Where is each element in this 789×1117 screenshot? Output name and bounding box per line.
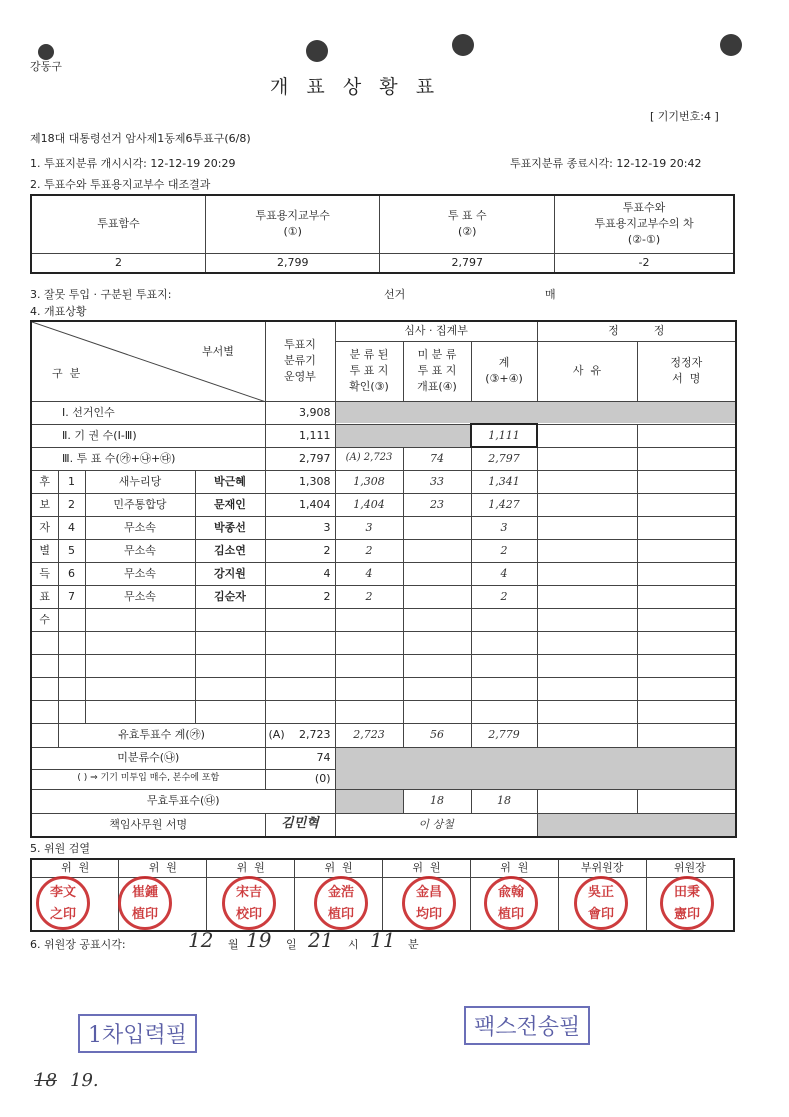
struck-page-number: 18: [34, 1070, 57, 1091]
sign-cell: [637, 516, 736, 539]
diagonal-line: [32, 322, 265, 401]
candidate-name: 김순자: [195, 585, 265, 608]
candidate-name: 강지원: [195, 562, 265, 585]
seal-stamp: 宋吉 校印: [222, 876, 276, 930]
section3-election: 선거: [384, 288, 406, 301]
reason-cell: [537, 447, 637, 470]
sign-cell: [637, 723, 736, 747]
sign-cell: [637, 447, 736, 470]
buseo-label: 부서별: [202, 345, 234, 358]
punch-hole: [720, 34, 742, 56]
candidate-machine-count: 2: [265, 539, 335, 562]
not-inserted-note: ( ) ⇒ 기기 미투입 매수, 본수에 포함: [31, 769, 265, 789]
candidate-name: 문재인: [195, 493, 265, 516]
district-label: 강동구: [30, 60, 62, 73]
side-label-char: 보: [31, 493, 58, 516]
reason-cell: [537, 539, 637, 562]
valid-votes-label: 유효투표수 계(㉮): [58, 723, 265, 747]
empty-cell: [537, 608, 637, 631]
abstain-value: 1,111: [265, 424, 335, 447]
empty-cell: [31, 677, 58, 700]
unclassified-label: 미분류수(㉯): [31, 747, 265, 769]
section5-label: 5. 위원 검열: [30, 842, 90, 855]
header-issued: 투표용지교부수 (①): [205, 195, 380, 253]
reason-cell: [537, 789, 637, 813]
candidate-name: 박근혜: [195, 470, 265, 493]
candidate-hw-sum: 1,341: [471, 470, 537, 493]
officer-signature: 김민혁: [265, 813, 335, 837]
gubun-label: 구 분: [52, 367, 81, 380]
invalid-hw-unclassified: 18: [403, 789, 471, 813]
fax-sent-stamp: 팩스전송필: [464, 1006, 590, 1045]
sign-cell: [637, 562, 736, 585]
empty-cell: [31, 654, 58, 677]
shaded-cell: [335, 747, 736, 789]
shaded-cell: [335, 789, 403, 813]
empty-cell: [58, 608, 85, 631]
candidate-hw-sum: 3: [471, 516, 537, 539]
hour-unit: 시: [348, 938, 359, 951]
not-inserted-value: (0): [265, 769, 335, 789]
votes-hw-sum: 2,797: [471, 447, 537, 470]
announce-minute: 11: [370, 928, 396, 952]
valid-hw-sum: 2,779: [471, 723, 537, 747]
machine-ops-header: 투표지 분류기 운영부: [265, 321, 335, 401]
reason-cell: [537, 516, 637, 539]
candidate-party: 무소속: [85, 539, 195, 562]
empty-cell: [31, 700, 58, 723]
candidate-hw-classified: 1,308: [335, 470, 403, 493]
side-label-char: 수: [31, 608, 58, 631]
unclassified-value: 74: [265, 747, 335, 769]
votes-label: Ⅲ. 투 표 수(㉮+㉯+㉰): [31, 447, 265, 470]
candidate-machine-count: 1,404: [265, 493, 335, 516]
seal-stamp: 金昌 均印: [402, 876, 456, 930]
candidate-machine-count: 3: [265, 516, 335, 539]
count-status-table: [30, 320, 737, 838]
valid-hw-classified: 2,723: [335, 723, 403, 747]
section4-label: 4. 개표상황: [30, 305, 87, 318]
invalid-hw-sum: 18: [471, 789, 537, 813]
candidate-hw-sum: 2: [471, 539, 537, 562]
sign-cell: [637, 493, 736, 516]
minute-unit: 분: [408, 938, 419, 951]
role-label: 위 원: [295, 859, 383, 877]
candidate-hw-classified: 2: [335, 539, 403, 562]
punch-hole: [306, 40, 328, 62]
reason-cell: [537, 723, 637, 747]
header-box-count: 투표함수: [31, 195, 205, 253]
reason-cell: [537, 470, 637, 493]
candidate-hw-unclassified: 33: [403, 470, 471, 493]
issued-value: 2,799: [205, 253, 380, 273]
announce-month: 12: [188, 928, 214, 952]
candidate-party: 새누리당: [85, 470, 195, 493]
side-label-char: 후: [31, 470, 58, 493]
seal-stamp: 李文 之印: [36, 876, 90, 930]
candidate-machine-count: 4: [265, 562, 335, 585]
first-input-stamp: 1차입력필: [78, 1014, 197, 1053]
candidate-name: 김소연: [195, 539, 265, 562]
shaded-cell: [537, 813, 736, 837]
candidate-no: 2: [58, 493, 85, 516]
candidate-hw-sum: 2: [471, 585, 537, 608]
candidate-hw-unclassified: [403, 562, 471, 585]
reason-cell: [537, 585, 637, 608]
candidate-party: 무소속: [85, 585, 195, 608]
empty-cell: [195, 608, 265, 631]
machine-number: [ 기기번호:4 ]: [650, 110, 719, 123]
empty-cell: [31, 631, 58, 654]
empty-cell: [637, 608, 736, 631]
candidate-hw-unclassified: 23: [403, 493, 471, 516]
votes-hw-classified: (A) 2,723: [335, 447, 403, 470]
candidate-machine-count: 1,308: [265, 470, 335, 493]
section2-label: 2. 투표수와 투표용지교부수 대조결과: [30, 178, 211, 191]
box-count-value: 2: [31, 253, 205, 273]
empty-cell: [31, 723, 58, 747]
candidate-no: 1: [58, 470, 85, 493]
sign-cell: [637, 424, 736, 447]
seal-stamp: 兪翰 植印: [484, 876, 538, 930]
page-number: 19.: [70, 1070, 99, 1091]
correction-header: 정 정: [537, 321, 736, 341]
role-label: 위 원: [383, 859, 471, 877]
empty-cell: [471, 608, 537, 631]
announce-day: 19: [246, 928, 272, 952]
candidate-name: 박종선: [195, 516, 265, 539]
header-votes: 투 표 수 (②): [380, 195, 555, 253]
valid-hw-unclassified: 56: [403, 723, 471, 747]
shaded-cell: [335, 401, 736, 424]
side-label-char: 자: [31, 516, 58, 539]
candidate-hw-classified: 4: [335, 562, 403, 585]
candidate-no: 5: [58, 539, 85, 562]
sign-cell: [637, 539, 736, 562]
abstain-hw-sum: 1,111: [471, 424, 537, 447]
classified-header: 분 류 된 투 표 지 확인(③): [335, 341, 403, 401]
role-label: 위 원: [119, 859, 207, 877]
candidate-hw-sum: 4: [471, 562, 537, 585]
difference-value: -2: [555, 253, 734, 273]
candidate-hw-unclassified: [403, 539, 471, 562]
empty-cell: [85, 608, 195, 631]
role-label: 위원장: [646, 859, 734, 877]
sort-start-time: 1. 투표지분류 개시시각: 12-12-19 20:29: [30, 157, 236, 170]
candidate-hw-unclassified: [403, 585, 471, 608]
candidate-no: 7: [58, 585, 85, 608]
page-title: 개 표 상 황 표: [270, 76, 437, 98]
seal-stamp: 崔鍾 植印: [118, 876, 172, 930]
seal-stamp: 金浩 植印: [314, 876, 368, 930]
empty-cell: [335, 608, 403, 631]
unclassified-header: 미 분 류 투 표 지 개표(④): [403, 341, 471, 401]
votes-hw-unclassified: 74: [403, 447, 471, 470]
corrector-sign-header: 정정자 서 명: [637, 341, 736, 401]
section3-label: 3. 잘못 투입 · 구분된 투표지:: [30, 288, 172, 301]
role-label: 위 원: [31, 859, 119, 877]
role-label: 부위원장: [558, 859, 646, 877]
month-unit: 월: [228, 938, 239, 951]
announce-hour: 21: [308, 928, 334, 952]
seal-stamp: 田秉 憲印: [660, 876, 714, 930]
election-info: 제18대 대통령선거 암사제1동제6투표구(6/8): [30, 132, 251, 145]
reason-cell: [537, 562, 637, 585]
votes-value: 2,797: [380, 253, 555, 273]
reason-header: 사 유: [537, 341, 637, 401]
candidate-hw-classified: 3: [335, 516, 403, 539]
sum-header: 계 (③+④): [471, 341, 537, 401]
candidate-hw-classified: 1,404: [335, 493, 403, 516]
punch-hole: [452, 34, 474, 56]
abstain-label: Ⅱ. 기 권 수(Ⅰ-Ⅲ): [31, 424, 265, 447]
empty-cell: [403, 608, 471, 631]
candidate-party: 민주통합당: [85, 493, 195, 516]
candidate-no: 6: [58, 562, 85, 585]
role-label: 위 원: [207, 859, 295, 877]
section3-unit: 매: [545, 288, 556, 301]
seal-stamp: 吳正 會印: [574, 876, 628, 930]
reason-cell: [537, 424, 637, 447]
candidate-hw-sum: 1,427: [471, 493, 537, 516]
reconciliation-table: [30, 194, 735, 274]
sort-end-time: 투표지분류 종료시각: 12-12-19 20:42: [510, 157, 702, 170]
shaded-cell: [335, 424, 471, 447]
candidate-party: 무소속: [85, 516, 195, 539]
side-label-char: 득: [31, 562, 58, 585]
votes-value: 2,797: [265, 447, 335, 470]
section6-label: 6. 위원장 공표시각:: [30, 938, 126, 951]
empty-cell: [265, 608, 335, 631]
valid-votes-value: (A) 2,723: [265, 723, 335, 747]
candidate-hw-unclassified: [403, 516, 471, 539]
side-label-char: 표: [31, 585, 58, 608]
candidate-machine-count: 2: [265, 585, 335, 608]
sign-cell: [637, 789, 736, 813]
candidate-no: 4: [58, 516, 85, 539]
electors-label: Ⅰ. 선거인수: [31, 401, 265, 424]
sign-cell: [637, 470, 736, 493]
header-difference: 투표수와 투표용지교부수의 차 (②-①): [555, 195, 734, 253]
reason-cell: [537, 493, 637, 516]
officer-sign-label: 책임사무원 서명: [31, 813, 265, 837]
side-label-char: 별: [31, 539, 58, 562]
review-header: 심사 · 집계부: [335, 321, 537, 341]
role-label: 위 원: [470, 859, 558, 877]
sign-cell: [637, 585, 736, 608]
candidate-hw-classified: 2: [335, 585, 403, 608]
officer-signature-2: 이 상철: [335, 813, 537, 837]
day-unit: 일: [286, 938, 297, 951]
diagonal-header-cell: [31, 321, 265, 401]
electors-value: 3,908: [265, 401, 335, 424]
candidate-party: 무소속: [85, 562, 195, 585]
invalid-votes-label: 무효투표수(㉰): [31, 789, 335, 813]
